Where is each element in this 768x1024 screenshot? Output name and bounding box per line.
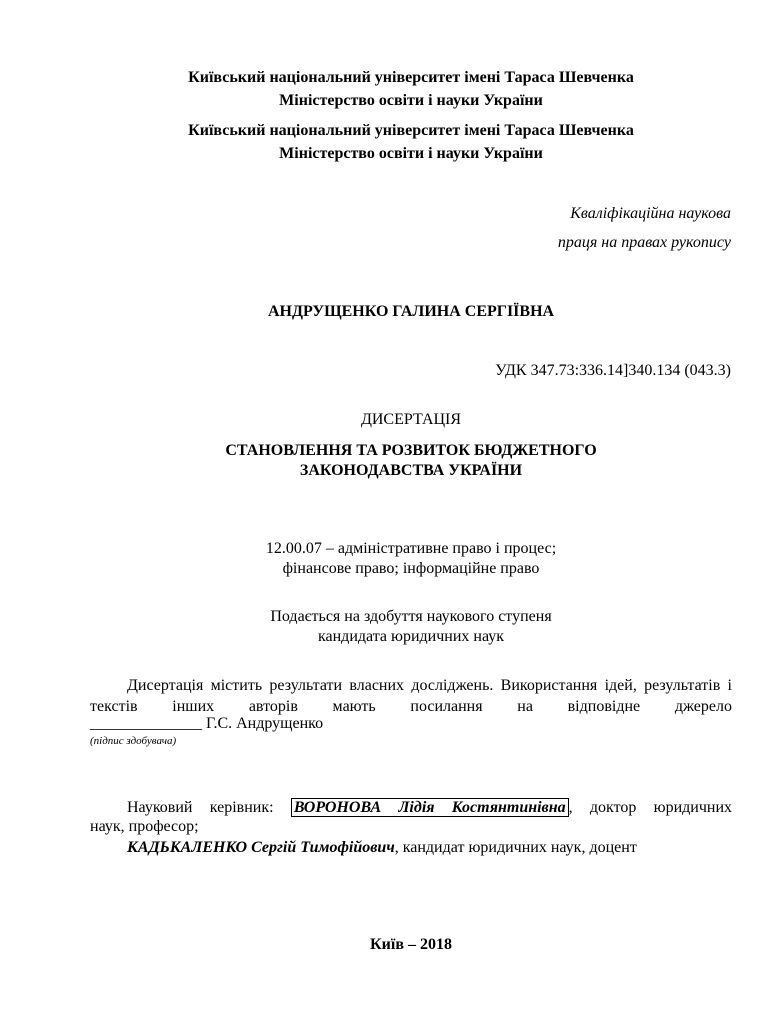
university-name: Київський національний університет імені Тараса Шевченка — [188, 69, 634, 86]
supervisor-title-primary-a: , доктор юридичних — [568, 799, 733, 816]
signature-caption: (підпис здобувача) — [90, 735, 177, 747]
document-type: ДИСЕРТАЦІЯ — [360, 411, 462, 428]
supervisor-title-secondary: , кандидат юридичних наук, доцент — [394, 839, 637, 856]
udk-code: УДК 347.73:336.14]340.134 (043.3) — [495, 362, 731, 379]
university-name-repeat: Київський національний університет імені Тараса Шевченка — [188, 122, 634, 139]
ministry-name-repeat: Міністерство освіти і науки України — [279, 145, 543, 162]
manuscript-note-line1: Кваліфікаційна наукова — [570, 205, 731, 222]
supervisor-title-primary-b: наук, професор; — [90, 818, 199, 835]
specialty-line1: 12.00.07 – адміністративне право і процес; — [265, 540, 557, 557]
dissertation-title-line2: ЗАКОНОДАВСТВА УКРАЇНИ — [299, 462, 523, 479]
supervisor-line1 — [127, 797, 732, 818]
supervisor-name-primary: ВОРОНОВА Лідія Костянтинівна — [291, 798, 569, 817]
specialty-line2: фінансове право; інформаційне право — [282, 560, 540, 577]
degree-line1: Подається на здобуття наукового ступеня — [270, 608, 552, 625]
supervisor-label: Науковий керівник: — [127, 799, 291, 816]
ministry-name: Міністерство освіти і науки України — [279, 92, 543, 109]
supervisor-line2 — [127, 839, 637, 857]
originality-declaration: Дисертація містить результати власних досліджень. Використання ідей, результатів і текстів інших авторів мають посилання на відповідне джерело — [90, 677, 732, 715]
city-year: Київ – 2018 — [370, 936, 452, 953]
manuscript-note-line2: праця на правах рукопису — [557, 234, 731, 251]
dissertation-title-line1: СТАНОВЛЕННЯ ТА РОЗВИТОК БЮДЖЕТНОГО — [225, 442, 597, 459]
signature-line: ______________ Г.С. Андрущенко — [90, 715, 324, 732]
supervisor-name-secondary: КАДЬКАЛЕНКО Сергій Тимофійович — [127, 839, 395, 856]
degree-line2: кандидата юридичних наук — [317, 628, 505, 645]
author-name: АНДРУЩЕНКО ГАЛИНА СЕРГІЇВНА — [267, 303, 555, 320]
